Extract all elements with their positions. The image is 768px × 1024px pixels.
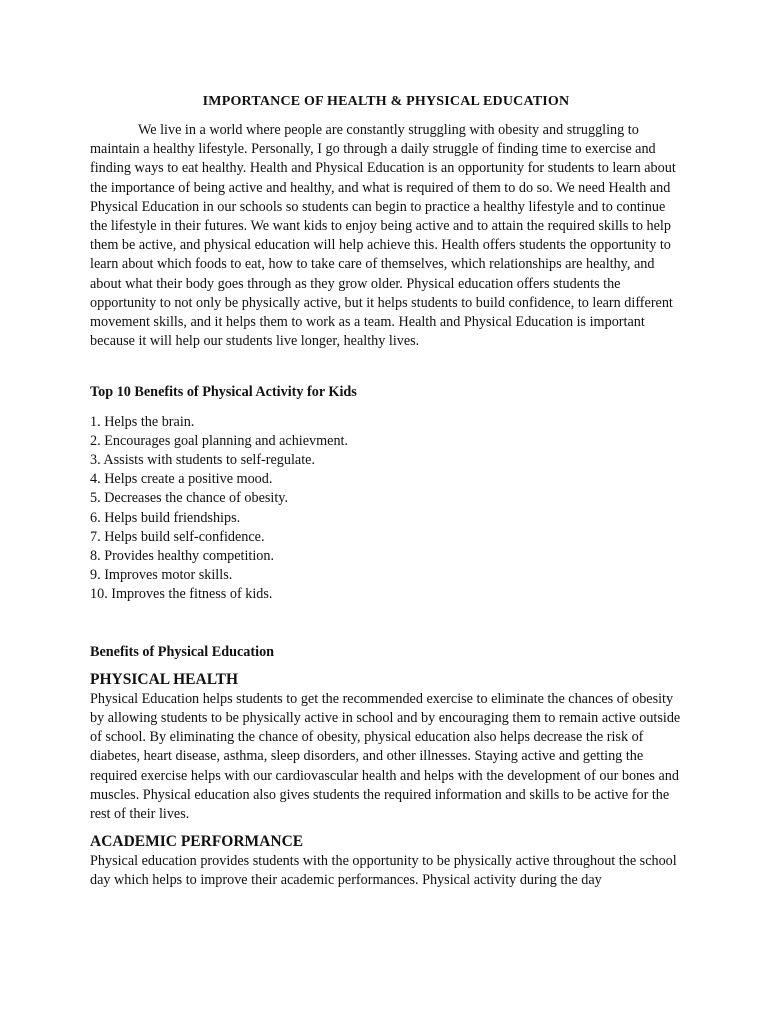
physical-health-paragraph: Physical Education helps students to get the recommended exercise to eliminate the chances of obesity by allowing students to be physically active in school and by encouraging them to remain active outside of school. By eliminating the chance of obesity, physical education also helps decrease the risk of diabetes, heart disease, asthma, sleep disorders, and other illnesses. Staying active and getting the required exercise helps with our cardiovascular health and helps with the development of our bones and muscles. Physical education also gives students the required information and skills to be active for the rest of their lives. xyxy=(90,690,681,822)
document-title: IMPORTANCE OF HEALTH & PHYSICAL EDUCATION xyxy=(202,94,570,109)
benefits-heading: Benefits of Physical Education xyxy=(90,643,275,660)
list-item: 8. Provides healthy competition. xyxy=(90,547,275,564)
list-item: 9. Improves motor skills. xyxy=(90,567,233,584)
physical-health-heading: PHYSICAL HEALTH xyxy=(90,670,239,688)
top10-heading: Top 10 Benefits of Physical Activity for Kids xyxy=(90,384,357,401)
academic-performance-heading: ACADEMIC PERFORMANCE xyxy=(90,833,304,851)
intro-paragraph: We live in a world where people are constantly struggling with obesity and struggling to maintain a healthy lifestyle. Personally, I go through a daily struggle of finding time to exercise and finding ways to eat healthy. Health and Physical Education is an opportunity for students to learn about the importance of being active and healthy, and what is required of them to do so. We need Health and Physical Education in our schools so students can begin to practice a healthy lifestyle and to continue the lifestyle in their futures. We want kids to enjoy being active and to attain the required skills to help them be active, and physical education will help achieve this. Health offers students the opportunity to learn about which foods to eat, how to take care of themselves, which relationships are healthy, and about what their body goes through as they grow older. Physical education offers students the opportunity to not only be physically active, but it helps students to build confidence, to learn different movement skills, and it helps them to work as a team. Health and Physical Education is important because it will help our students live longer, healthy lives. xyxy=(90,122,676,350)
list-item: 7. Helps build self-confidence. xyxy=(90,528,265,545)
list-item: 10. Improves the fitness of kids. xyxy=(90,586,273,603)
list-item: 1. Helps the brain. xyxy=(90,413,195,430)
list-item: 6. Helps build friendships. xyxy=(90,509,241,526)
top10-list xyxy=(90,413,682,605)
list-item: 5. Decreases the chance of obesity. xyxy=(90,490,289,507)
list-item: 4. Helps create a positive mood. xyxy=(90,471,273,488)
list-item: 3. Assists with students to self-regulate. xyxy=(90,452,316,469)
academic-performance-paragraph: Physical education provides students with the opportunity to be physically active throughout the school day which helps to improve their academic performances. Physical activity during the day xyxy=(90,853,677,889)
list-item: 2. Encourages goal planning and achievment. xyxy=(90,432,349,449)
document-page xyxy=(90,92,682,899)
